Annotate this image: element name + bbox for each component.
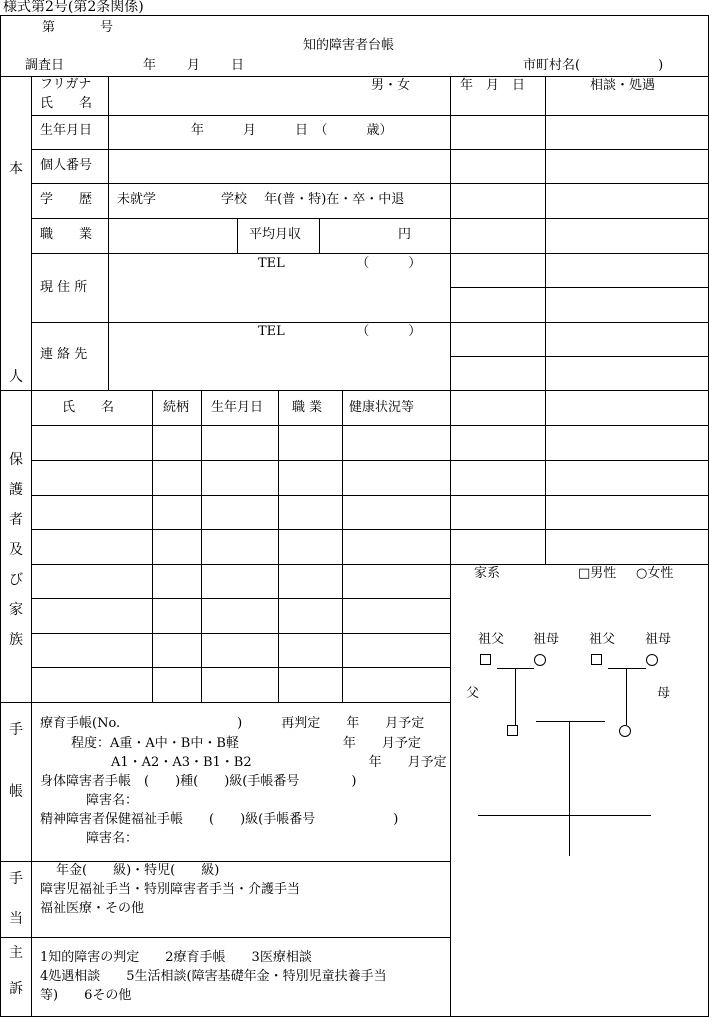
teate-medical: 福祉医療・その他: [40, 901, 145, 916]
section-label-honnin: 本 人: [9, 161, 23, 385]
sex-field: 男・女: [371, 78, 411, 93]
section-label-techo: 手 帳: [9, 722, 23, 800]
techo-shintai-shogai: 障害名：: [86, 793, 139, 808]
survey-month: 月: [187, 58, 201, 73]
family-col-name: 氏 名: [62, 400, 115, 415]
furigana-label: フリガナ: [40, 77, 92, 92]
kakei-haha: 母: [657, 686, 671, 701]
yen-unit: 円: [398, 227, 412, 242]
kakei-sofu-2: 祖父: [589, 632, 616, 647]
consult-record-header: 相談・処遇: [590, 78, 656, 93]
teate-allowances: 障害児福祉手当・特別障害者手当・介護手当: [40, 882, 301, 897]
birth-label: 生年月日: [40, 123, 93, 138]
kakei-sobo-2: 祖母: [645, 632, 672, 647]
section-label-family: 保 護 者 及 び 家 族: [9, 452, 23, 648]
kakei-label: 家系: [474, 566, 501, 581]
shuso-line-1: 1知的障害の判定 2療育手帳 3医療相談: [40, 950, 312, 965]
kakei-sobo-1: 祖母: [533, 632, 560, 647]
techo-grade: A1・A2・A3・B1・B2 年 月予定: [111, 755, 447, 770]
shuso-line-2: 4処遇相談 5生活相談(障害基礎年金・特別児童扶養手当: [40, 969, 387, 984]
gakureki-label: 学 歴: [40, 192, 93, 207]
section-label-shuso: 主 訴: [9, 945, 23, 997]
form-label: 様式第2号(第2条関係): [3, 0, 144, 15]
address-tel: TEL （ ）: [258, 256, 422, 271]
teate-nenkin: 年金( 級)・特児( 級): [56, 863, 220, 878]
kakei-legend-male: □男性: [578, 566, 617, 581]
municipality-label: 市町村名( ): [523, 58, 664, 73]
kakei-chichi: 父: [466, 686, 480, 701]
male-symbol: [592, 655, 602, 665]
number-dai: 第: [42, 20, 56, 35]
female-symbol: [620, 726, 631, 737]
techo-seishin-shogai: 障害名：: [86, 831, 139, 846]
family-col-birth: 生年月日: [211, 400, 264, 415]
kojin-bango-label: 個人番号: [40, 158, 93, 173]
contact-tel: TEL （ ）: [258, 324, 422, 339]
kakei-sofu-1: 祖父: [478, 632, 505, 647]
heikin-label: 平均月収: [249, 227, 302, 242]
birth-value: 年 月 日 （ 歳）: [191, 123, 393, 138]
shuso-line-3: 等) 6その他: [40, 988, 132, 1003]
section-label-teate: 手 当: [9, 871, 23, 927]
female-symbol: [647, 655, 658, 666]
survey-day: 日: [231, 58, 245, 73]
contact-label: 連 絡 先: [40, 347, 88, 362]
name-label: 氏 名: [40, 96, 93, 111]
male-symbol: [508, 726, 518, 736]
gakureki-value: 未就学 学校 年(普・特)在・卒・中退: [117, 192, 405, 207]
survey-year: 年: [143, 58, 157, 73]
techo-ryoiku: 療育手帳(No. ) 再判定 年 月予定: [40, 716, 425, 731]
techo-teido: 程度：A重・A中・B中・B軽 年 月予定: [71, 736, 421, 751]
shokugyo-label: 職 業: [40, 227, 93, 242]
family-col-job: 職 業: [292, 400, 323, 415]
techo-seishin: 精神障害者保健福祉手帳 ( )級(手帳番号 ): [40, 812, 399, 827]
family-col-relation: 続柄: [163, 400, 190, 415]
techo-shintai: 身体障害者手帳 ( )種( )級(手帳番号 ): [40, 774, 357, 789]
address-label: 現 住 所: [40, 280, 88, 295]
consult-date-header: 年 月 日: [460, 78, 526, 93]
family-col-health: 健康状況等: [349, 400, 415, 415]
kakei-legend-female: ○女性: [636, 566, 674, 581]
male-symbol: [481, 655, 491, 665]
number-go: 号: [100, 20, 114, 35]
female-symbol: [535, 655, 546, 666]
survey-date-label: 調査日: [25, 58, 65, 73]
page-title: 知的障害者台帳: [303, 38, 395, 53]
